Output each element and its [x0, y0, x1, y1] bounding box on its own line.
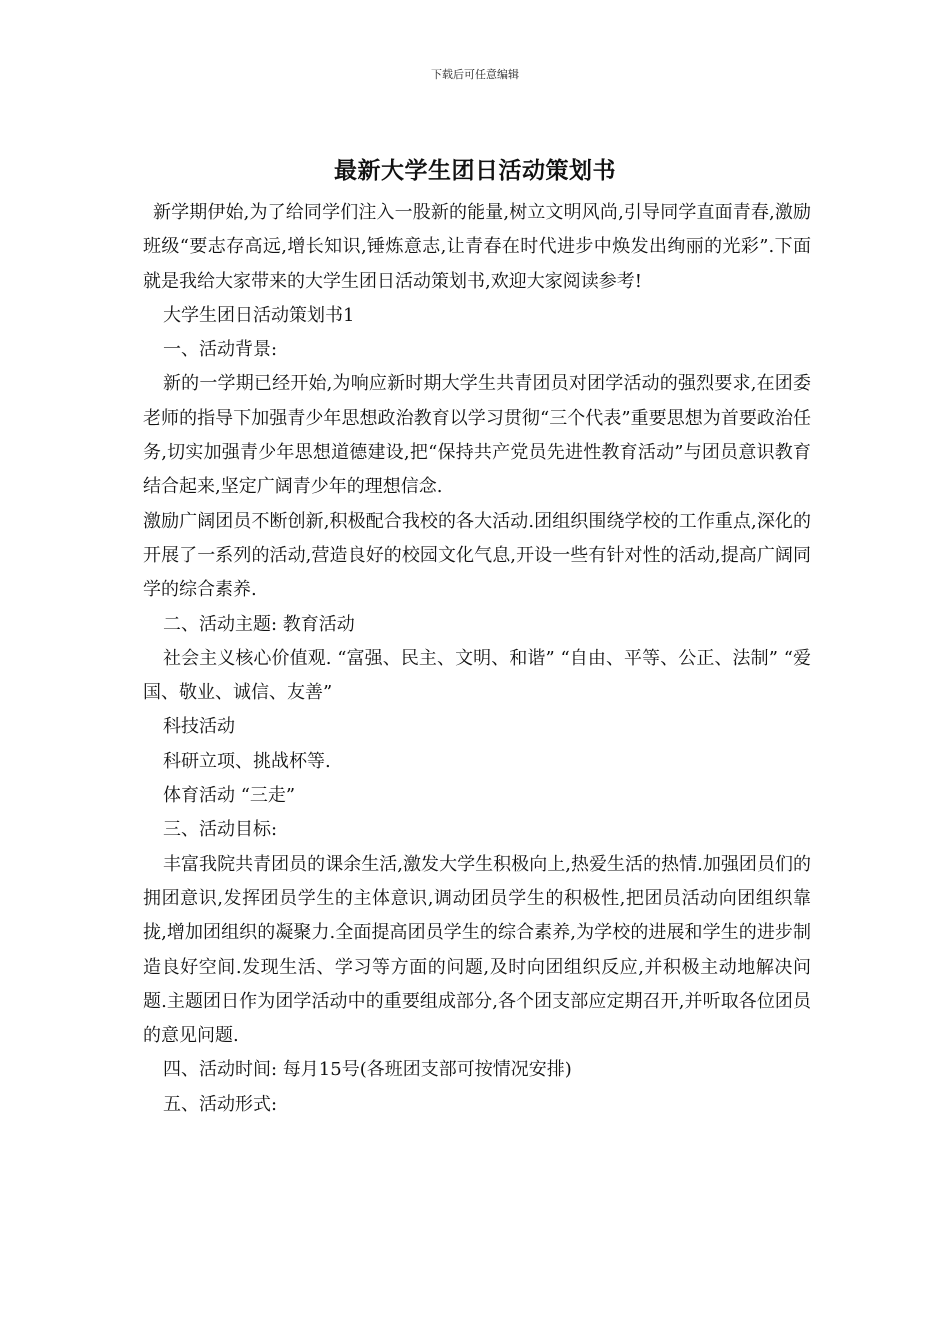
section-heading-theme: 二、活动主题: 教育活动	[163, 613, 355, 635]
section-heading-time: 四、活动时间: 每月15号(各班团支部可按情况安排)	[163, 1059, 572, 1081]
theme-sports: 体育活动 “三走”	[163, 785, 296, 807]
header-note: 下载后可任意编辑	[431, 68, 519, 81]
document-title: 最新大学生团日活动策划书	[334, 157, 616, 184]
section-heading-goals: 三、活动目标:	[163, 819, 278, 841]
document-body	[143, 196, 811, 1122]
theme-tech-heading: 科技活动	[163, 716, 235, 738]
background-paragraph-2: 激励广阔团员不断创新,积极配合我校的各大活动.团组织围绕学校的工作重点,深化的开展了一系列的活动,营造良好的校园文化气息,开设一些有针对性的活动,提高广阔同学的综合素养.	[143, 510, 811, 601]
section-heading-background: 一、活动背景:	[163, 339, 278, 361]
background-paragraph: 新的一学期已经开始,为响应新时期大学生共青团员对团学活动的强烈要求,在团委老师的指导下加强青少年思想政治教育以学习贯彻“三个代表”重要思想为首要政治任务,切实加强青少年思想道德建设,把“保持共产党员先进性教育活动”与团员意识教育结合起来,坚定广阔青少年的理想信念.	[143, 373, 811, 498]
theme-values-paragraph: 社会主义核心价值观. “富强、民主、文明、和谐” “自由、平等、公正、法制” “爱国、敬业、诚信、友善”	[143, 647, 811, 704]
intro-paragraph: 新学期伊始,为了给同学们注入一股新的能量,树立文明风尚,引导同学直面青春,激励班级“要志存高远,增长知识,锤炼意志,让青春在时代进步中焕发出绚丽的光彩”.下面就是我给大家带来的大学生团日活动策划书,欢迎大家阅读参考!	[143, 202, 811, 292]
theme-tech-detail: 科研立项、挑战杯等.	[163, 750, 331, 772]
goals-paragraph: 丰富我院共青团员的课余生活,激发大学生积极向上,热爱生活的热情.加强团员们的拥团意识,发挥团员学生的主体意识,调动团员学生的积极性,把团员活动向团组织靠拢,增加团组织的凝聚力.全面提高团员学生的综合素养,为学校的进展和学生的进步制造良好空间.发现生活、学习等方面的问题,及时向团组织反应,并积极主动地解决问题.主题团日作为团学活动中的重要组成部分,各个团支部应定期召开,并听取各位团员的意见问题.	[143, 853, 811, 1047]
plan-heading: 大学生团日活动策划书1	[163, 304, 355, 326]
section-heading-format: 五、活动形式:	[163, 1093, 278, 1115]
